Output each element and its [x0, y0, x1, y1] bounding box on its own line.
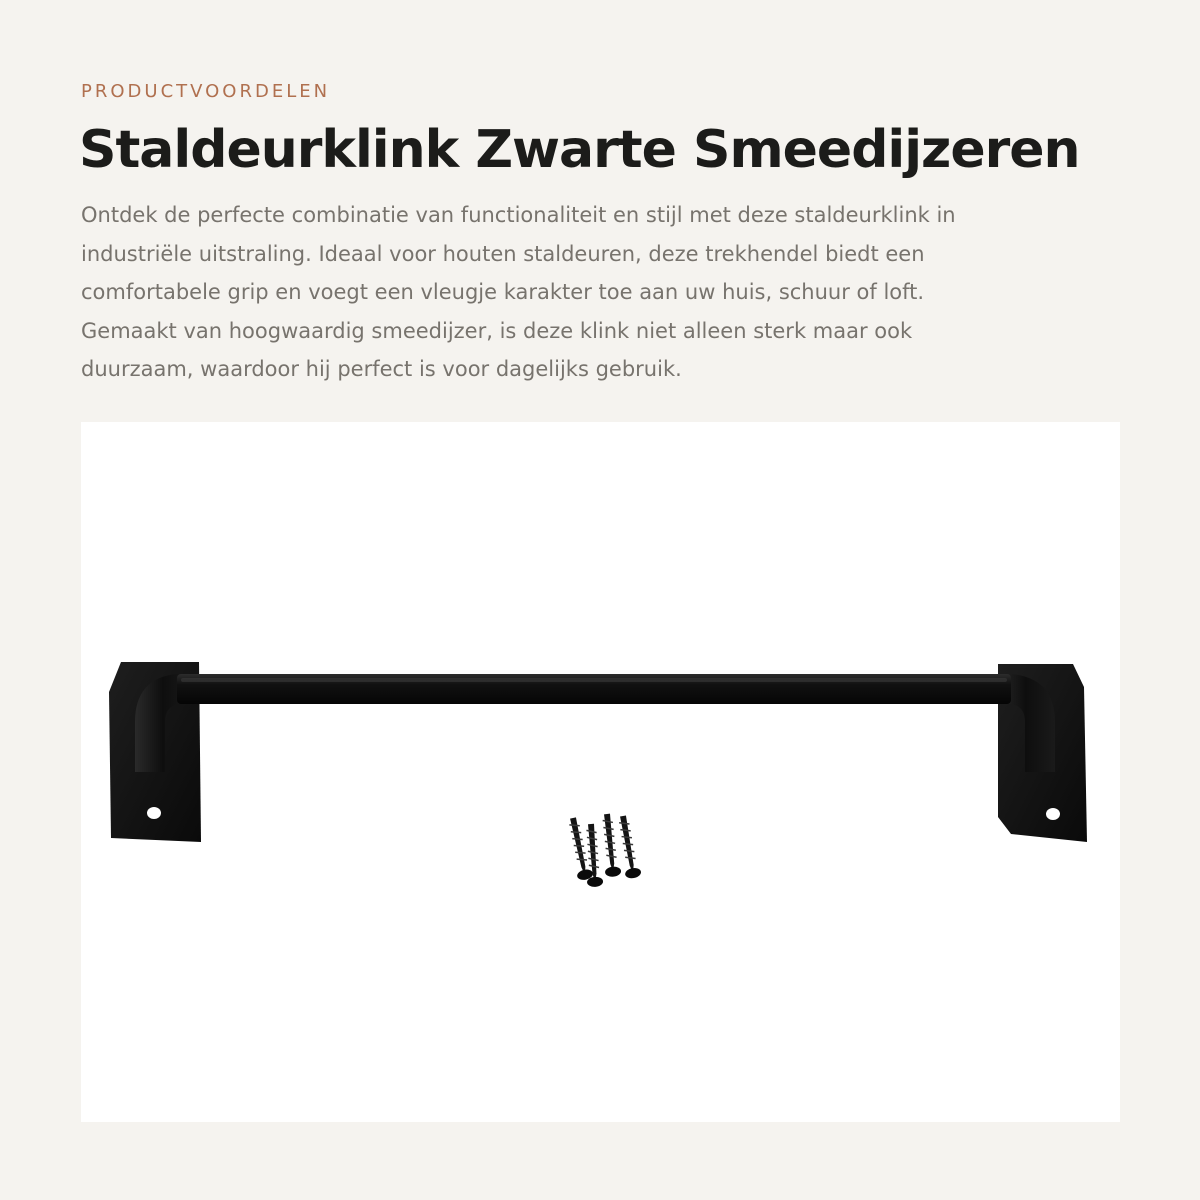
mounting-screws	[565, 813, 642, 887]
product-description	[81, 196, 1121, 389]
description-line: Ontdek de perfecte combinatie van functionaliteit en stijl met deze staldeurklink in	[81, 203, 956, 227]
barn-door-handle-illustration	[81, 422, 1120, 1122]
description-line: Gemaakt van hoogwaardig smeedijzer, is deze klink niet alleen sterk maar ook	[81, 318, 913, 343]
product-title: Staldeurklink Zwarte Smeedijzeren	[79, 120, 1080, 180]
screw-icon	[599, 813, 621, 877]
description-line: industriële uitstraling. Ideaal voor houten staldeuren, deze trekhendel biedt een	[81, 241, 925, 266]
description-line: comfortabele grip en voegt een vleugje karakter toe aan uw huis, schuur of loft.	[81, 280, 925, 304]
description-line: duurzaam, waardoor hij perfect is voor dagelijks gebruik.	[81, 357, 682, 381]
section-eyebrow: PRODUCTVOORDELEN	[81, 81, 331, 102]
product-image	[81, 422, 1120, 1122]
